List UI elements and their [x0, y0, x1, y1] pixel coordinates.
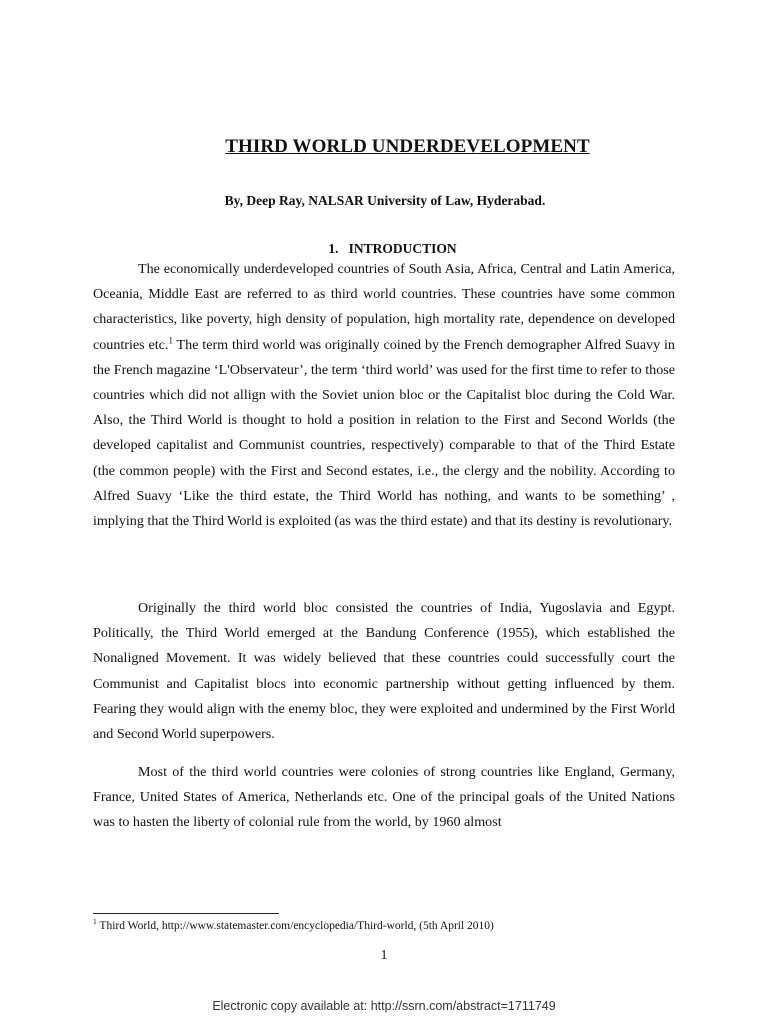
section-number: 1. [328, 241, 339, 256]
paragraph-2-text: Originally the third world bloc consisted the countries of India, Yugoslavia and Egypt. Politically, the Third World emerged at the Bandung Conference (1955), which established the Nonaligned Movement. It was widely believed that these countries could successfully court the Communist and Capitalist blocs into economic partnership without getting influenced by them. Fearing they would align with the enemy bloc, they were exploited and undermined by the First World and Second World superpowers. [93, 600, 675, 743]
footnote [93, 917, 693, 932]
paragraph-1-text-b: The term third world was originally coined by the French demographer Alfred Suavy in the French magazine ‘L'Observateur’, the term ‘third world’ was used for the first time to refer to those countries which did not allign with the Soviet union bloc or the Capitalist bloc during the Cold War. Also, the Third World is thought to hold a position in relation to the First and Second Worlds (the developed capitalist and Communist countries, respectively) comparable to that of the Third Estate (the common people) with the First and Second estates, i.e., the clergy and the nobility. According to Alfred Suavy ‘Like the third estate, the Third World has nothing, and wants to be something’ , implying that the Third World is exploited (as was the third estate) and that its destiny is revolutionary. [93, 336, 676, 530]
footnote-reference: 1 [168, 334, 173, 345]
ssrn-notice: Electronic copy available at: http://ssrn.com/abstract=1711749 [212, 999, 556, 1013]
section-heading [0, 241, 768, 257]
paper-title: THIRD WORLD UNDERDEVELOPMENT [225, 136, 590, 157]
paragraph-1-text-a: The economically underdeveloped countries of South Asia, Africa, Central and Latin America, Oceania, Middle East are referred to as third world countries. These countries have some common characteristics, like poverty, high density of population, high mortality rate, dependence on developed countries etc. [93, 261, 675, 353]
page-number: 1 [380, 947, 388, 962]
author-byline: By, Deep Ray, NALSAR University of Law, Hyderabad. [224, 193, 546, 208]
paragraph-3-text: Most of the third world countries were colonies of strong countries like England, Germany, France, United States of America, Netherlands etc. One of the principal goals of the United Nations was to hasten the liberty of colonial rule from the world, by 1960 almost [93, 764, 675, 831]
paragraph-1 [93, 257, 675, 534]
section-title: INTRODUCTION [348, 241, 457, 256]
paragraph-2 [93, 596, 675, 747]
footnote-text: Third World, http://www.statemaster.com/encyclopedia/Third-world, (5th April 2010) [96, 920, 494, 932]
footnote-marker: 1 [93, 917, 97, 927]
footnote-divider [93, 913, 279, 914]
paragraph-3 [93, 760, 675, 836]
